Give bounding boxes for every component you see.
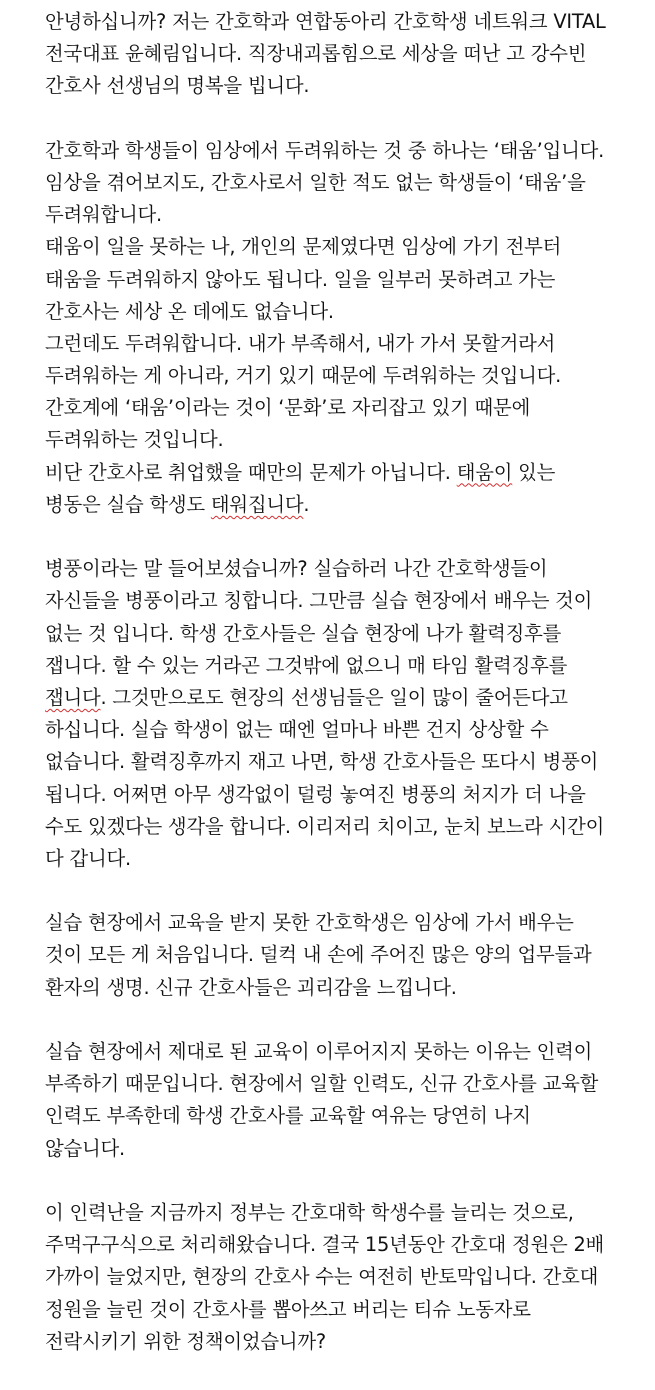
text-line	[45, 1294, 655, 1326]
text-segment: 두려워합니다.	[45, 203, 162, 227]
text-line	[45, 779, 655, 811]
text-segment: 간호학과 학생들이 임상에서 두려워하는 것 중 하나는 ‘태움’입니다.	[45, 138, 605, 162]
text-segment: 태움을 두려워하지 않아도 됩니다. 일을 일부러 못하려고 가는	[45, 267, 556, 291]
text-line	[45, 424, 655, 456]
paragraph	[45, 135, 655, 521]
text-segment: 않습니다.	[45, 1136, 125, 1160]
text-line	[45, 264, 655, 296]
text-line	[45, 714, 655, 746]
paragraph	[45, 907, 655, 1004]
text-segment: . 그것만으로도 현장의 선생님들은 일이 많이 줄어든다고	[100, 685, 568, 709]
spellcheck-flagged-word: 태움이	[456, 460, 513, 484]
text-line	[45, 746, 655, 778]
text-line	[45, 843, 655, 875]
text-line	[45, 972, 655, 1004]
letter-body	[45, 6, 655, 1390]
text-segment: 정원을 늘린 것이 간호사를 뽑아쓰고 버리는 티슈 노동자로	[45, 1297, 531, 1321]
text-segment: 것이 모든 게 처음입니다. 덜컥 내 손에 주어진 많은 양의 업무들과	[45, 943, 592, 967]
text-line	[45, 199, 655, 231]
text-line	[45, 38, 655, 70]
text-line	[45, 457, 655, 489]
paragraph	[45, 6, 655, 103]
spellcheck-flagged-word: 태워집니다	[210, 492, 304, 516]
text-segment: 실습 현장에서 교육을 받지 못한 간호학생은 임상에 가서 배우는	[45, 911, 574, 935]
text-segment: 안녕하십니까? 저는 간호학과 연합동아리 간호학생 네트워크 VITAL	[45, 10, 606, 33]
text-line	[45, 1068, 655, 1100]
text-segment: 간호계에 ‘태움’이라는 것이 ‘문화’로 자리잡고 있기 때문에	[45, 396, 531, 420]
text-segment: 전국대표 윤혜림입니다. 직장내괴롭힘으로 세상을 떠난 고 강수빈	[45, 42, 587, 66]
text-segment: 주먹구구식으로 처리해왔습니다. 결국 15년동안 간호대 정원은 2배	[45, 1233, 605, 1257]
text-segment: 환자의 생명. 신규 간호사들은 괴리감을 느낍니다.	[45, 975, 457, 999]
text-segment: 자신들을 병풍이라고 칭합니다. 그만큼 실습 현장에서 배우는 것이	[45, 589, 593, 613]
text-segment: 두려워하는 것입니다.	[45, 428, 224, 452]
text-line	[45, 1036, 655, 1068]
text-segment: 수도 있겠다는 생각을 합니다. 이리저리 치이고, 눈치 보느라 시간이	[45, 814, 605, 838]
text-line	[45, 167, 655, 199]
spellcheck-flagged-word: 잽니다	[45, 685, 101, 709]
text-line	[45, 553, 655, 585]
text-line	[45, 135, 655, 167]
text-segment: 실습 현장에서 제대로 된 교육이 이루어지지 못하는 이유는 인력이	[45, 1040, 593, 1063]
text-line	[45, 939, 655, 971]
text-line	[45, 811, 655, 843]
text-segment: .	[303, 492, 310, 516]
text-segment: 병동은 실습 학생도	[45, 492, 211, 516]
text-segment: 인력도 부족한데 학생 간호사를 교육할 여유는 당연히 나지	[45, 1104, 531, 1128]
text-line	[45, 1133, 655, 1165]
text-segment: 임상을 겪어보지도, 간호사로서 일한 적도 없는 학생들이 ‘태움’을	[45, 170, 586, 194]
text-line	[45, 1326, 655, 1358]
text-segment: 간호사 선생님의 명복을 빕니다.	[45, 74, 310, 98]
text-line	[45, 360, 655, 392]
text-line	[45, 6, 655, 38]
paragraph	[45, 553, 655, 875]
paragraph	[45, 1036, 655, 1165]
text-segment: 잽니다. 할 수 있는 거라곤 그것밖에 없으니 매 타임 활력징후를	[45, 653, 568, 677]
text-line	[45, 618, 655, 650]
text-line	[45, 585, 655, 617]
text-segment: 없습니다. 활력징후까지 재고 나면, 학생 간호사들은 또다시 병풍이	[45, 750, 599, 774]
text-line	[45, 296, 655, 328]
text-segment: 가까이 늘었지만, 현장의 간호사 수는 여전히 반토막입니다. 간호대	[45, 1265, 599, 1289]
text-line	[45, 650, 655, 682]
text-segment: 이 인력난을 지금까지 정부는 간호대학 학생수를 늘리는 것으로,	[45, 1200, 574, 1224]
text-line	[45, 489, 655, 521]
text-segment: 태움이 일을 못하는 나, 개인의 문제였다면 임상에 가기 전부터	[45, 235, 562, 259]
text-segment: 하십니다. 실습 학생이 없는 때엔 얼마나 바쁜 건지 상상할 수	[45, 718, 549, 742]
text-line	[45, 1261, 655, 1293]
text-line	[45, 1229, 655, 1261]
text-segment: 간호사는 세상 온 데에도 없습니다.	[45, 299, 334, 323]
text-line	[45, 231, 655, 263]
text-segment: 다 갑니다.	[45, 846, 131, 870]
text-line	[45, 392, 655, 424]
text-line	[45, 907, 655, 939]
text-line	[45, 1100, 655, 1132]
text-segment: 전락시키기 위한 정책이었습니까?	[45, 1329, 326, 1353]
text-segment: 됩니다. 어쩌면 아무 생각없이 덜렁 놓여진 병풍의 처지가 더 나을	[45, 782, 586, 806]
text-segment: 없는 것 입니다. 학생 간호사들은 실습 현장에 나가 활력징후를	[45, 621, 562, 645]
text-segment: 병풍이라는 말 들어보셨습니까? 실습하러 나간 간호학생들이	[45, 557, 548, 581]
text-line	[45, 70, 655, 102]
text-line	[45, 1197, 655, 1229]
text-segment: 부족하기 때문입니다. 현장에서 일할 인력도, 신규 간호사를 교육할	[45, 1072, 599, 1096]
text-segment: 그런데도 두려워합니다. 내가 부족해서, 내가 가서 못할거라서	[45, 331, 556, 355]
text-segment: 있는	[512, 460, 556, 484]
text-segment: 두려워하는 게 아니라, 거기 있기 때문에 두려워하는 것입니다.	[45, 364, 562, 388]
text-line	[45, 682, 655, 714]
text-line	[45, 328, 655, 360]
text-segment: 비단 간호사로 취업했을 때만의 문제가 아닙니다.	[45, 460, 457, 484]
paragraph	[45, 1197, 655, 1358]
